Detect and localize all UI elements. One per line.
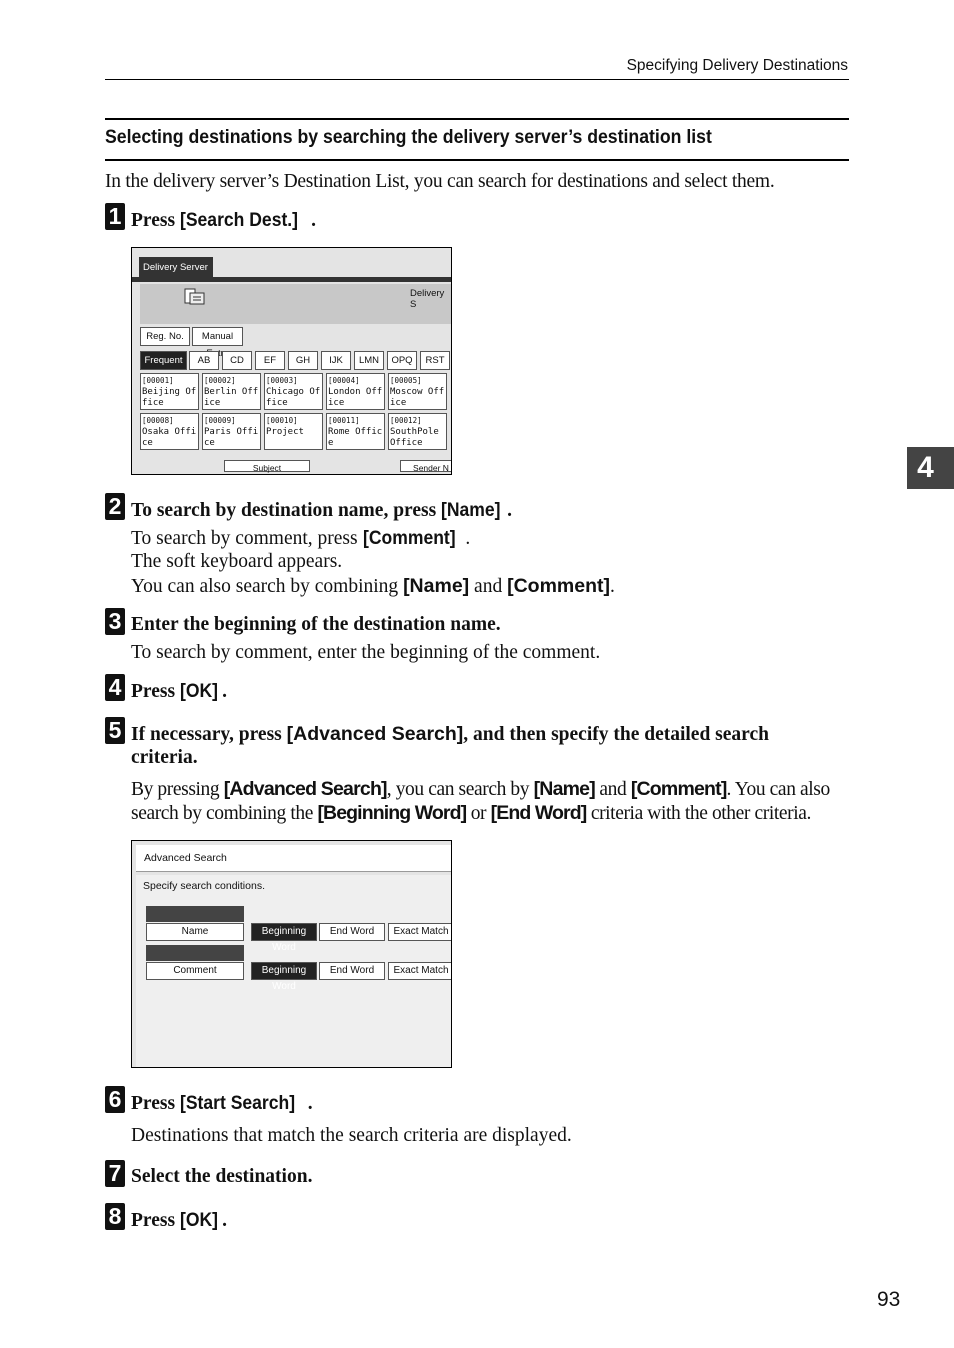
destination-entry[interactable]: [00009] Paris Offi ce [202, 413, 261, 450]
name-button[interactable]: Name [146, 923, 244, 941]
destination-entry[interactable]: [00003] Chicago Of fice [264, 373, 323, 410]
advanced-search-titlebar [136, 845, 451, 872]
step-4-text: Press [OK] . [131, 680, 228, 702]
step-5-body-line-1: By pressing [Advanced Search], you can search by [Name] and [Comment]. You can also [131, 778, 830, 800]
tab-frequent[interactable]: Frequent [140, 351, 187, 370]
sender-name-button[interactable]: Sender N [400, 460, 452, 472]
exact-match-button[interactable]: Exact Match [388, 962, 452, 980]
manual-entry-button[interactable]: Manual [192, 327, 243, 346]
chapter-thumb-tab: 4 [907, 447, 954, 489]
step-2-body-line-1: To search by comment, press [Comment] . [131, 527, 471, 549]
section-rule-top [105, 118, 849, 120]
step-3-text: Enter the beginning of the destination name. [131, 614, 501, 635]
step-number-4: 4 [105, 674, 125, 701]
beginning-word-button[interactable]: Beginning Word [251, 962, 317, 980]
step-2-body-line-3: You can also search by combining [Name] and [Comment]. [131, 575, 615, 597]
comment-button[interactable]: Comment [146, 962, 244, 980]
comment-field-display [146, 945, 244, 961]
section-intro: In the delivery server’s Destination List, you can search for destinations and select them. [105, 171, 775, 192]
step-5-text-line-2: criteria. [131, 747, 198, 768]
destination-entry[interactable]: [00004] London Off ice [326, 373, 385, 410]
section-title: Selecting destinations by searching the delivery server’s destination list [105, 127, 712, 148]
destination-entry[interactable]: [00012] SouthPole Office [388, 413, 447, 450]
tab-ab[interactable]: AB [189, 351, 219, 370]
step-5-text: If necessary, press [Advanced Search], and then specify the detailed search [131, 723, 769, 745]
step-number-8: 8 [105, 1203, 125, 1230]
step-6-body: Destinations that match the search criteria are displayed. [131, 1125, 572, 1146]
tab-bar [132, 277, 451, 282]
destination-entry[interactable]: [00011] Rome Offic e [326, 413, 385, 450]
destination-entry[interactable]: [00002] Berlin Off ice [202, 373, 261, 410]
destination-entry[interactable]: [00010] Project [264, 413, 323, 450]
tab-gh[interactable]: GH [288, 351, 318, 370]
name-field-display [146, 906, 244, 922]
tab-opq[interactable]: OPQ [387, 351, 417, 370]
step-2-body-line-2: The soft keyboard appears. [131, 551, 343, 572]
reg-no-button[interactable]: Reg. No. [140, 327, 190, 346]
destination-entry[interactable]: [00008] Osaka Offi ce [140, 413, 199, 450]
tab-ijk[interactable]: IJK [321, 351, 351, 370]
step-1-text: Press [Search Dest.] . [131, 209, 316, 231]
step-number-3: 3 [105, 608, 125, 635]
tab-ef[interactable]: EF [255, 351, 285, 370]
step-number-5: 5 [105, 717, 125, 744]
step-2-text: To search by destination name, press [Name] . [131, 499, 513, 521]
server-label: Delivery S [410, 288, 445, 310]
header-rule [105, 79, 849, 80]
destination-entry[interactable]: [00005] Moscow Off ice [388, 373, 447, 410]
step-number-7: 7 [105, 1160, 125, 1187]
subject-button[interactable]: Subject [224, 460, 310, 472]
end-word-button[interactable]: End Word [319, 962, 385, 980]
step-number-6: 6 [105, 1086, 125, 1113]
step-8-text: Press [OK] . [131, 1209, 228, 1231]
step-3-body: To search by comment, enter the beginning of the comment. [131, 642, 601, 663]
step-6-text: Press [Start Search] . [131, 1092, 313, 1114]
step-number-1: 1 [105, 203, 125, 230]
exact-match-button[interactable]: Exact Match [388, 923, 452, 941]
step-5-body-line-2: search by combining the [Beginning Word] or [End Word] criteria with the other criteria. [131, 802, 811, 824]
advanced-search-title: Advanced Search [144, 852, 227, 864]
destination-list-icon [184, 288, 206, 306]
end-word-button[interactable]: End Word [319, 923, 385, 941]
destination-entry[interactable]: [00001] Beijing Of fice [140, 373, 199, 410]
beginning-word-button[interactable]: Beginning Word [251, 923, 317, 941]
tab-cd[interactable]: CD [222, 351, 252, 370]
tab-rst[interactable]: RST [420, 351, 450, 370]
search-dest-button-ref: [Search Dest.] [179, 209, 298, 231]
step-7-text: Select the destination. [131, 1166, 313, 1187]
step-number-2: 2 [105, 493, 125, 520]
running-header: Specifying Delivery Destinations [626, 57, 848, 74]
section-rule-bottom [105, 159, 849, 161]
page-number: 93 [877, 1288, 901, 1311]
search-conditions-prompt: Specify search conditions. [143, 880, 265, 892]
advanced-search-screenshot [131, 840, 452, 1068]
tab-delivery-server[interactable]: Delivery Server [139, 257, 213, 277]
delivery-server-screenshot [131, 247, 452, 475]
tab-lmn[interactable]: LMN [354, 351, 384, 370]
